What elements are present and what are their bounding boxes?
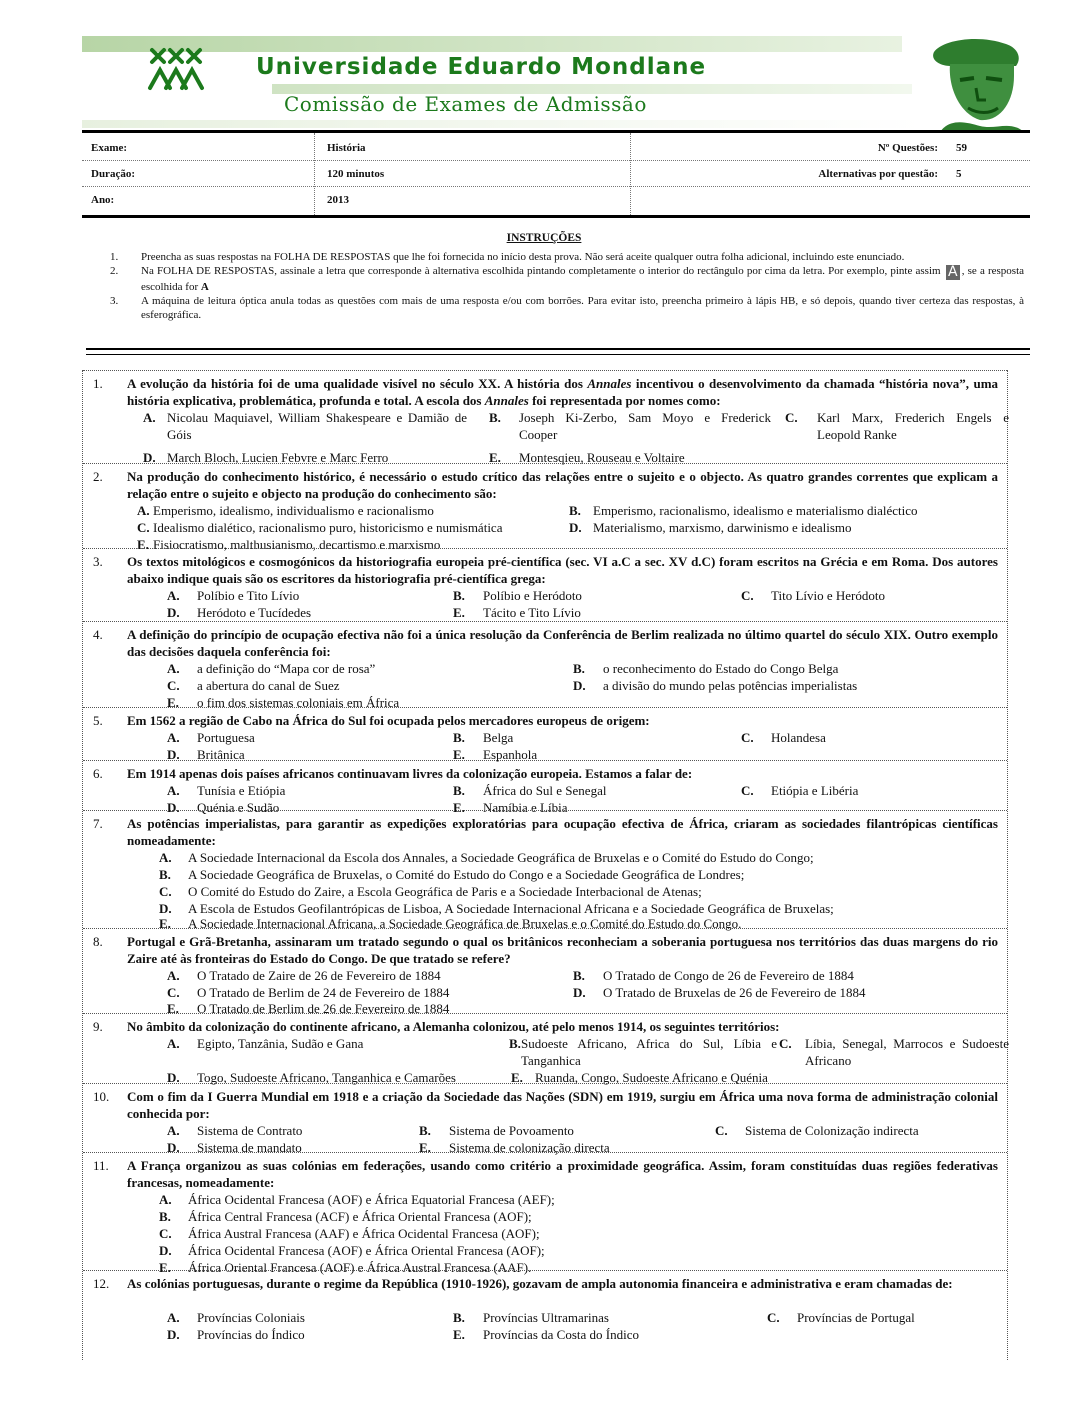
stem-italic: Annales <box>484 393 529 408</box>
sample-filled-box: A <box>946 265 960 280</box>
option-text: O Tratado de Berlim de 26 de Fevereiro de 1884 <box>197 1001 450 1016</box>
option-a[interactable] <box>159 849 814 866</box>
option-letter: A. <box>167 661 180 676</box>
question-1 <box>83 370 1007 464</box>
option-d[interactable] <box>569 519 852 536</box>
option-text: Quénia e Sudão <box>197 800 280 815</box>
question-10 <box>83 1083 1007 1153</box>
option-text: África Ocidental Francesa (AOF) e África Oriental Francesa (AOF); <box>188 1243 545 1258</box>
instruction-item <box>110 264 1024 294</box>
option-text: África Oriental Francesa (AOF) e África Austral Francesa (AAF). <box>188 1260 532 1275</box>
option-letter: B. <box>159 1209 171 1224</box>
stem-italic: Annales <box>587 376 632 391</box>
option-a[interactable] <box>143 409 467 443</box>
question-number: 11. <box>93 1158 109 1173</box>
option-text: Joseph Ki-Zerbo, Sam Moyo e Frederick Cooper <box>519 410 771 442</box>
option-text: a divisão do mundo pelas potências imperialistas <box>603 678 858 693</box>
question-stem: Na produção do conhecimento histórico, é necessário o estudo crítico das relações entre o sujeito e o objecto. As quatro grandes correntes que explicam a relação entre o sujeito e objecto na produção do conhecimento são: <box>127 469 998 501</box>
option-letter: C. <box>741 730 754 745</box>
option-letter: A. <box>167 1123 180 1138</box>
option-letter: D. <box>167 1327 180 1342</box>
option-c[interactable] <box>159 1225 540 1242</box>
question-number: 6. <box>93 766 103 781</box>
option-letter: E. <box>453 747 465 762</box>
option-letter: C. <box>137 520 150 535</box>
option-a[interactable] <box>167 1035 363 1052</box>
option-letter: C. <box>167 985 180 1000</box>
question-stem: Portugal e Grã-Bretanha, assinaram um tratado segundo o qual os britânicos reconheciam a soberania portuguesa nos territórios das duas margens do rio Zaire até às fronteiras do Estado do Congo. De que tratado se refere? <box>127 934 998 966</box>
university-name: Universidade Eduardo Mondlane <box>256 54 707 80</box>
exam-info-table <box>82 130 1030 218</box>
option-text: Províncias do Índico <box>197 1327 305 1342</box>
info-row-ano <box>82 187 1030 212</box>
option-letter: E. <box>453 605 465 620</box>
option-text: o fim dos sistemas coloniais em África <box>197 695 400 710</box>
option-c[interactable] <box>167 984 449 1001</box>
instructions-title: INSTRUÇÕES <box>506 232 582 244</box>
question-number: 9. <box>93 1019 103 1034</box>
duracao-label: Duração: <box>91 168 135 180</box>
option-text: Belga <box>483 730 514 745</box>
ano-value: 2013 <box>327 194 349 206</box>
option-text: a definição do “Mapa cor de rosa” <box>197 661 376 676</box>
option-letter: E. <box>167 695 179 710</box>
option-text: África do Sul e Senegal <box>483 783 607 798</box>
option-text: África Ocidental Francesa (AOF) e África Equatorial Francesa (AEF); <box>188 1192 555 1207</box>
instruction-number: 2. <box>110 265 119 277</box>
option-b[interactable] <box>159 866 744 883</box>
option-letter: E. <box>453 1327 465 1342</box>
option-text: Nicolau Maquiavel, William Shakespeare e Damião de Góis <box>167 410 467 442</box>
option-text: Províncias de Portugal <box>797 1310 915 1325</box>
option-letter: B. <box>509 1036 521 1051</box>
option-letter: A. <box>143 410 156 425</box>
option-text: Províncias Coloniais <box>197 1310 305 1325</box>
option-text: A Sociedade Geográfica de Bruxelas, o Comité do Estudo do Congo e a Sociedade Geográfica de Londres; <box>188 867 745 882</box>
option-a[interactable] <box>167 967 441 984</box>
option-a[interactable] <box>167 587 299 604</box>
option-text: O Tratado de Congo de 26 de Fevereiro de 1884 <box>603 968 854 983</box>
option-b[interactable] <box>573 967 854 984</box>
exame-label: Exame: <box>91 142 128 154</box>
option-text: O Tratado de Zaire de 26 de Fevereiro de 1884 <box>197 968 441 983</box>
option-letter: B. <box>419 1123 431 1138</box>
question-number: 1. <box>93 376 103 391</box>
question-stem <box>127 375 998 409</box>
option-text: Sudoeste Africano, Africa do Sul, Líbia e Tanganhica <box>521 1036 777 1068</box>
university-logo-icon <box>146 44 206 92</box>
option-b[interactable] <box>453 1309 609 1326</box>
option-c[interactable] <box>741 587 885 604</box>
question-stem: Em 1562 a região de Cabo na África do Sul foi ocupada pelos mercadores europeus de origem: <box>127 713 650 728</box>
option-letter: D. <box>143 450 156 465</box>
option-text: Karl Marx, Frederich Engels e Leopold Ranke <box>817 410 1009 442</box>
instruction-text: , se a resposta escolhida for <box>141 265 1025 293</box>
option-text: Províncias Ultramarinas <box>483 1310 609 1325</box>
option-letter: E. <box>167 1001 179 1016</box>
option-letter: E. <box>137 537 149 552</box>
question-stem: Com o fim da I Guerra Mundial em 1918 e a criação da Sociedade das Nações (SDN) em 1919, surgiu em África uma nova forma de administração colonial conhecida por: <box>127 1089 998 1121</box>
option-text: Espanhola <box>483 747 538 762</box>
option-text: A Sociedade Internacional Africana, a Sociedade Geográfica de Bruxelas e o Comité do Estudo do Congo. <box>188 916 742 931</box>
option-text: Holandesa <box>771 730 826 745</box>
alternativas-value: 5 <box>956 168 962 180</box>
questions-box <box>82 370 1008 1360</box>
instruction-item <box>110 250 1024 264</box>
option-text: A Escola de Estudos Geofilantrópicas de Lisboa, A Sociedade Internacional Africana e a Sociedade Geográfica de Bruxelas; <box>188 901 834 916</box>
option-text: Sistema de Povoamento <box>449 1123 574 1138</box>
question-number: 10. <box>93 1089 110 1104</box>
option-letter: B. <box>453 783 465 798</box>
option-letter: B. <box>569 503 581 518</box>
option-text: Sistema de Colonização indirecta <box>745 1123 919 1138</box>
option-letter: D. <box>167 1070 180 1085</box>
option-text: Montesqieu, Rouseau e Voltaire <box>519 450 685 465</box>
option-c[interactable] <box>167 677 340 694</box>
option-letter: C. <box>741 783 754 798</box>
section-divider <box>86 348 1030 355</box>
option-a[interactable] <box>167 782 285 799</box>
option-text: Idealismo dialético, racionalismo puro, historicismo e numismática <box>153 520 503 535</box>
option-letter: B. <box>453 1310 465 1325</box>
option-letter: C. <box>167 678 180 693</box>
option-letter: A. <box>159 850 172 865</box>
alternativas-label: Alternativas por questão: <box>818 168 938 180</box>
option-c[interactable] <box>159 883 702 900</box>
question-9 <box>83 1013 1007 1084</box>
option-letter: D. <box>167 605 180 620</box>
question-5 <box>83 707 1007 761</box>
option-letter: B. <box>573 968 585 983</box>
option-letter: B. <box>453 588 465 603</box>
question-6 <box>83 760 1007 815</box>
option-e[interactable] <box>453 604 581 621</box>
option-text: Heródoto e Tucídedes <box>197 605 312 620</box>
option-c[interactable] <box>779 1035 1009 1069</box>
option-c[interactable] <box>741 729 826 746</box>
option-letter: A. <box>159 1192 172 1207</box>
question-3 <box>83 548 1007 622</box>
option-letter: D. <box>573 678 586 693</box>
option-text: Líbia, Senegal, Marrocos e Sudoeste Africano <box>805 1036 1009 1068</box>
option-text: O Comité do Estudo do Zaire, a Escola Geográfica de Paris e a Sociedade Interbacional de Atenas; <box>188 884 702 899</box>
option-a[interactable] <box>167 1122 302 1139</box>
question-8 <box>83 928 1007 1014</box>
option-text: Portuguesa <box>197 730 255 745</box>
exame-value: História <box>327 142 366 154</box>
option-b[interactable] <box>453 782 606 799</box>
question-4 <box>83 621 1007 708</box>
question-2 <box>83 463 1007 552</box>
option-text: A Sociedade Internacional da Escola dos Annales, a Sociedade Geográfica de Bruxelas e o Comité do Estudo do Congo; <box>188 850 814 865</box>
option-d[interactable] <box>167 1326 305 1343</box>
option-text: Togo, Sudoeste Africano, Tanganhica e Camarões <box>197 1070 456 1085</box>
option-a[interactable] <box>167 729 255 746</box>
option-b[interactable] <box>453 729 513 746</box>
option-text: Tunísia e Etiópia <box>197 783 286 798</box>
option-text: Materialismo, marxismo, darwinismo e idealismo <box>593 520 852 535</box>
option-text: o reconhecimento do Estado do Congo Belga <box>603 661 839 676</box>
question-number: 5. <box>93 713 103 728</box>
exam-header <box>82 36 1030 128</box>
option-text: Etiópia e Libéria <box>771 783 859 798</box>
option-b[interactable] <box>573 660 838 677</box>
option-text: Britânica <box>197 747 245 762</box>
option-text: Sistema de mandato <box>197 1140 302 1155</box>
option-d[interactable] <box>573 677 857 694</box>
option-text: Fisiocratismo, malthusianismo, decartismo e marxismo <box>153 537 441 552</box>
option-letter: C. <box>715 1123 728 1138</box>
option-a[interactable] <box>167 660 375 677</box>
stem-text: foi representada por nomes como: <box>532 393 721 408</box>
stem-text: incentivou o desenvolvimento da chamada “história nova”, uma história explicativa, problemática, profunda e total. A escola dos <box>127 376 999 408</box>
option-letter: A. <box>167 1036 180 1051</box>
option-letter: C. <box>159 1226 172 1241</box>
option-text: Egipto, Tanzânia, Sudão e Gana <box>197 1036 364 1051</box>
option-letter: C. <box>779 1036 792 1051</box>
question-11 <box>83 1152 1007 1275</box>
option-text: África Austral Francesa (AAF) e África Ocidental Francesa (AOF); <box>188 1226 540 1241</box>
question-stem: A definição do princípio de ocupação efectiva não foi a única resolução da Conferência de Berlim realizada no último quartel do século XIX. Outro exemplo das decisões daquela conferência foi: <box>127 627 998 659</box>
option-d[interactable] <box>159 1242 545 1259</box>
option-letter: E. <box>489 450 501 465</box>
stem-text: A evolução da história foi de uma qualidade visível no século XX. A história dos <box>127 376 583 391</box>
option-text: a abertura do canal de Suez <box>197 678 340 693</box>
option-text: Tácito e Tito Lívio <box>483 605 581 620</box>
question-stem: Em 1914 apenas dois países africanos continuavam livres da colonização europeia. Estamos a falar de: <box>127 766 693 781</box>
question-stem: As colónias portuguesas, durante o regime da República (1910-1926), gozavam de ampla autonomia financeira e administrativa e eram chamadas de: <box>127 1276 953 1291</box>
question-number: 4. <box>93 627 103 642</box>
ano-label: Ano: <box>91 194 115 206</box>
portrait-image <box>920 36 1030 132</box>
option-text: O Tratado de Berlim de 24 de Fevereiro de 1884 <box>197 985 450 1000</box>
option-letter: C. <box>785 410 798 425</box>
option-c[interactable] <box>785 409 1009 443</box>
info-row-duracao <box>82 161 1030 187</box>
option-text: O Tratado de Bruxelas de 26 de Fevereiro de 1884 <box>603 985 866 1000</box>
option-b[interactable] <box>489 409 771 443</box>
option-letter: A. <box>167 783 180 798</box>
option-c[interactable] <box>741 782 858 799</box>
questoes-value: 59 <box>956 142 967 154</box>
option-letter: C. <box>159 884 172 899</box>
option-letter: D. <box>167 800 180 815</box>
question-stem: As potências imperialistas, para garantir as expedições exploratórias para ocupação efectiva de África, criaram as sociedades filantrópicas científicas nomeadamente: <box>127 816 998 848</box>
option-letter: B. <box>159 867 171 882</box>
option-d[interactable] <box>167 604 311 621</box>
option-text: Namíbia e Líbia <box>483 800 568 815</box>
option-a[interactable] <box>137 502 434 519</box>
option-letter: E. <box>453 800 465 815</box>
option-b[interactable] <box>159 1208 532 1225</box>
question-7 <box>83 810 1007 929</box>
question-number: 12. <box>93 1276 110 1291</box>
commission-name: Comissão de Exames de Admissão <box>284 92 647 116</box>
option-letter: D. <box>159 901 172 916</box>
question-stem: A França organizou as suas colónias em federações, usando como critério a proximidade geográfica. Assim, foram constituídas duas regiões federativas francesas, nomeadamente: <box>127 1158 998 1190</box>
option-letter: A. <box>167 1310 180 1325</box>
option-letter: D. <box>573 985 586 1000</box>
question-stem: Os textos mitológicos e cosmogónicos da historiografia europeia pré-científica (sec. VI a.C a sec. XV d.C) foram escritos na Grécia e em Roma. Dos autores abaixo indique quais são os escritores da historiografia pré-científica grega: <box>127 554 998 586</box>
option-c[interactable] <box>767 1309 915 1326</box>
option-letter: D. <box>167 747 180 762</box>
info-row-exame <box>82 135 1030 161</box>
option-text: Ruanda, Congo, Sudoeste Africano e Quénia <box>535 1070 768 1085</box>
option-letter: A. <box>167 968 180 983</box>
option-text: Emperismo, idealismo, individualismo e racionalismo <box>153 503 434 518</box>
option-text: March Bloch, Lucien Febvre e Marc Ferro <box>167 450 389 465</box>
duracao-value: 120 minutos <box>327 168 385 180</box>
option-text: Emperismo, racionalismo, idealismo e materialismo dialéctico <box>593 503 918 518</box>
option-text: Tito Lívio e Heródoto <box>771 588 885 603</box>
option-e[interactable] <box>453 1326 639 1343</box>
option-letter: A. <box>137 503 150 518</box>
option-text: Sistema de Contrato <box>197 1123 303 1138</box>
question-number: 2. <box>93 469 103 484</box>
option-letter: D. <box>167 1140 180 1155</box>
option-c[interactable] <box>137 519 502 536</box>
option-letter: C. <box>741 588 754 603</box>
instruction-item <box>110 294 1024 322</box>
option-text: Sistema de colonização directa <box>449 1140 610 1155</box>
option-letter: C. <box>767 1310 780 1325</box>
instruction-text: A máquina de leitura óptica anula todas as questões com mais de uma resposta e/ou com borrões. Para evitar isto, preencha primeiro à lápis HB, e só depois, quando tiver certeza das respostas, à esferográfica. <box>141 295 1024 321</box>
option-b[interactable] <box>569 502 918 519</box>
instruction-letter: A <box>200 281 209 293</box>
instructions-list <box>110 250 1024 322</box>
option-letter: E. <box>159 916 171 931</box>
question-number: 7. <box>93 816 103 831</box>
option-text: Políbio e Heródoto <box>483 588 582 603</box>
option-letter: E. <box>159 1260 171 1275</box>
option-a[interactable] <box>159 1191 555 1208</box>
option-b[interactable] <box>419 1122 574 1139</box>
option-letter: E. <box>511 1070 523 1085</box>
option-text: África Central Francesa (ACF) e África Oriental Francesa (AOF); <box>188 1209 532 1224</box>
instruction-text: Preencha as suas respostas na FOLHA DE RESPOSTAS que lhe foi fornecida no início desta prova. Não será aceite qualquer outra folha adicional, incluindo este enunciado. <box>141 251 905 263</box>
instruction-text: Na FOLHA DE RESPOSTAS, assinale a letra que corresponde à alternativa escolhida pintando completamente o interior do rectângulo por cima da letra. Por exemplo, pinte assim <box>141 265 941 277</box>
option-c[interactable] <box>715 1122 919 1139</box>
option-letter: E. <box>419 1140 431 1155</box>
option-text: Províncias da Costa do Índico <box>483 1327 639 1342</box>
option-letter: B. <box>453 730 465 745</box>
option-text: Políbio e Tito Lívio <box>197 588 300 603</box>
option-letter: B. <box>489 410 501 425</box>
option-letter: A. <box>167 730 180 745</box>
question-number: 3. <box>93 554 103 569</box>
questoes-label: Nº Questões: <box>877 142 938 154</box>
question-number: 8. <box>93 934 103 949</box>
option-letter: A. <box>167 588 180 603</box>
option-letter: D. <box>569 520 582 535</box>
header-band-bottom <box>82 120 922 128</box>
option-letter: D. <box>159 1243 172 1258</box>
option-b[interactable] <box>453 587 582 604</box>
option-b[interactable] <box>509 1035 777 1069</box>
question-stem: No âmbito da colonização do continente africano, a Alemanha colonizou, até pelo menos 1914, os seguintes territórios: <box>127 1019 780 1034</box>
option-a[interactable] <box>167 1309 305 1326</box>
instruction-number: 1. <box>110 251 119 263</box>
option-letter: B. <box>573 661 585 676</box>
question-12 <box>83 1270 1007 1361</box>
option-d[interactable] <box>573 984 865 1001</box>
instruction-number: 3. <box>110 295 119 307</box>
